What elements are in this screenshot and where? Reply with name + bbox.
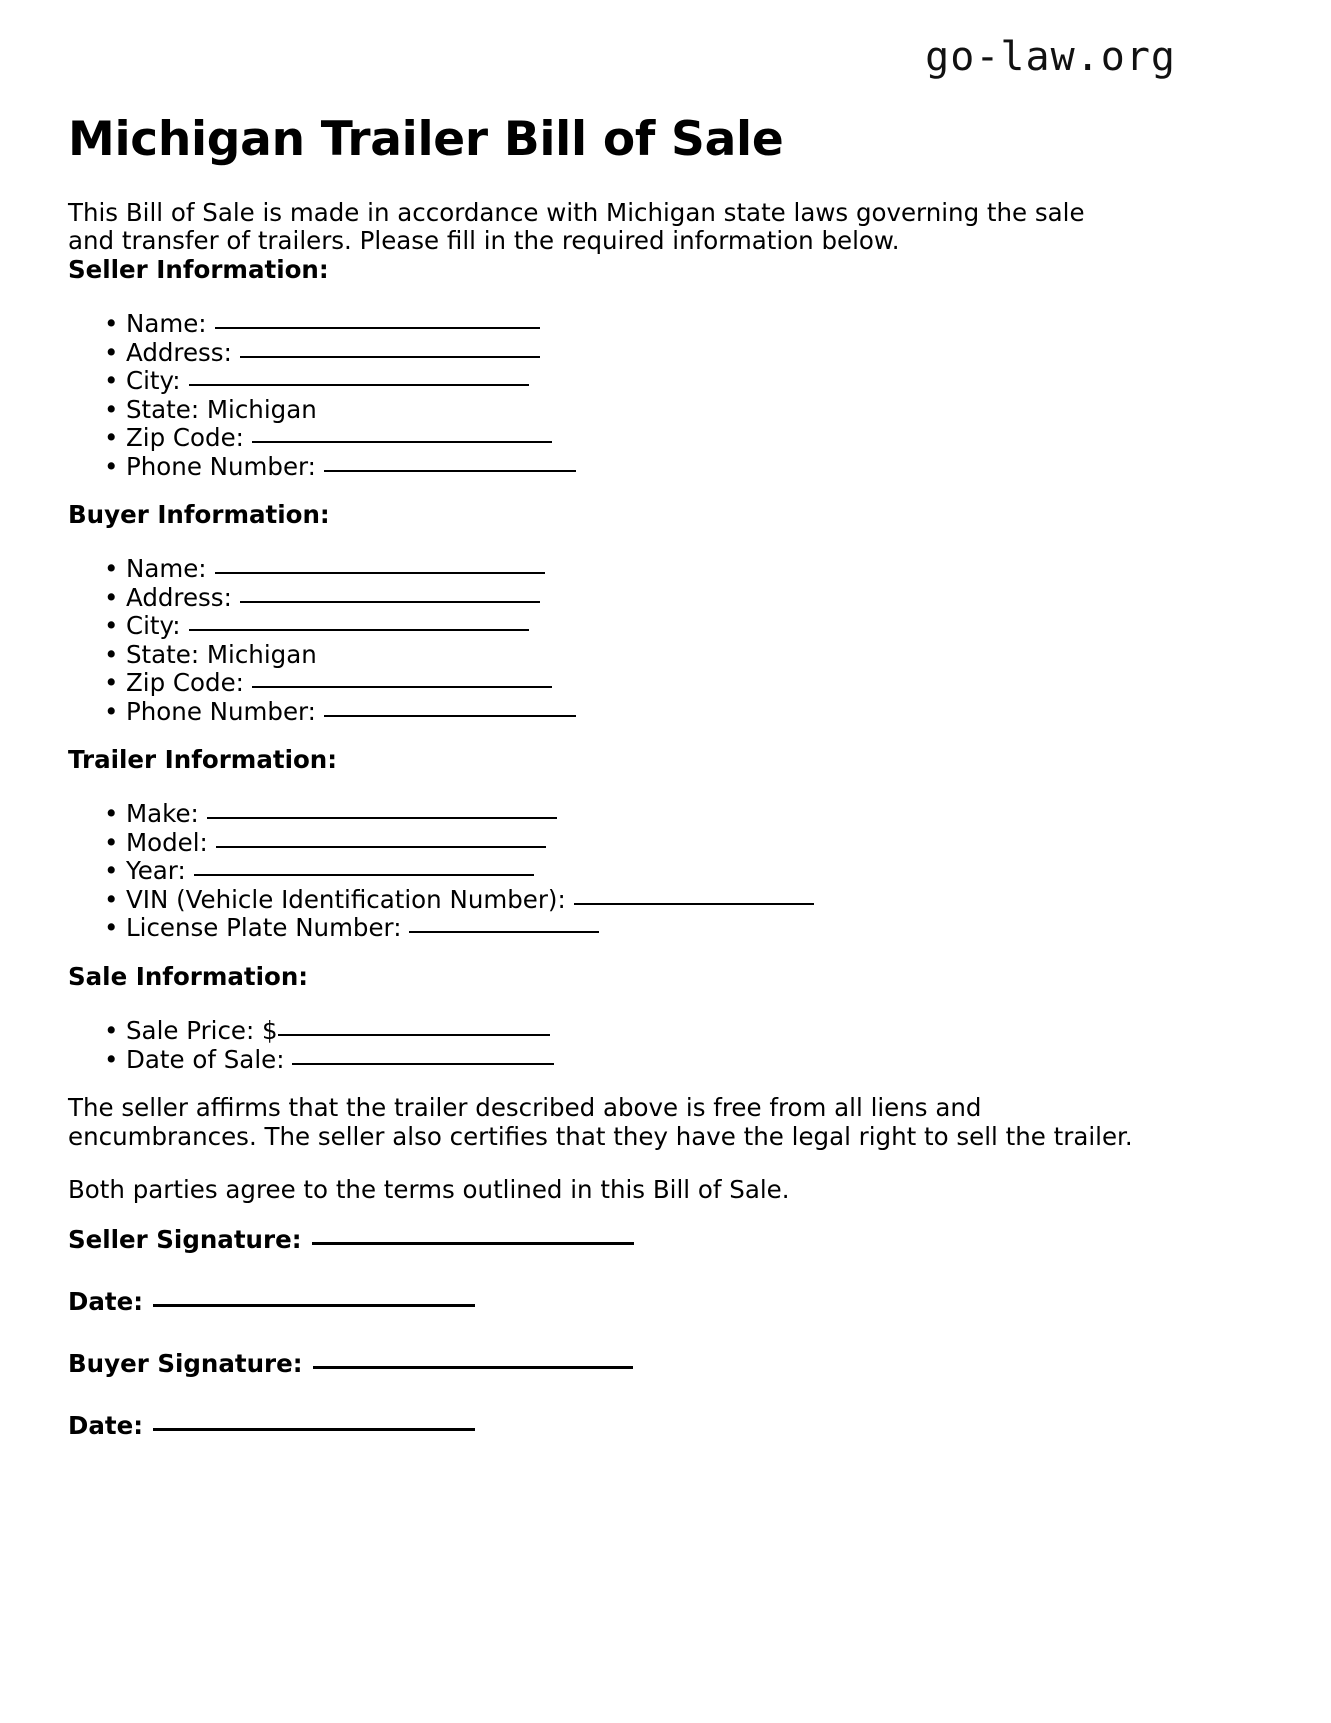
- affirmation-paragraph: The seller affirms that the trailer described above is free from all liens and encumbrances. The seller also certifies that they have the legal right to sell the trailer.: [68, 1093, 1133, 1151]
- signature-label: Buyer Signature:: [68, 1348, 303, 1378]
- field-label: Address:: [126, 582, 232, 612]
- buyer-heading: Buyer Information:: [68, 500, 330, 529]
- intro-paragraph: This Bill of Sale is made in accordance with Michigan state laws governing the sale and transfer of trailers. Please fill in the required information below.: [68, 197, 1085, 256]
- field-row: [68, 886, 1128, 915]
- field-row: [68, 453, 1128, 482]
- field-row: [68, 914, 1128, 943]
- fill-in-blank[interactable]: [189, 629, 529, 631]
- agreement-paragraph: Both parties agree to the terms outlined in this Bill of Sale.: [68, 1175, 790, 1204]
- seller-section: [68, 255, 1128, 481]
- fill-in-blank[interactable]: [324, 470, 576, 472]
- signature-label: Date:: [68, 1286, 143, 1316]
- fill-in-blank[interactable]: [240, 356, 540, 358]
- signature-blank[interactable]: [153, 1304, 475, 1307]
- fill-in-blank[interactable]: [189, 384, 529, 386]
- signature-row: [68, 1350, 1128, 1379]
- field-row: [68, 424, 1128, 453]
- signature-label: Seller Signature:: [68, 1225, 302, 1254]
- field-row: [68, 857, 1128, 886]
- fill-in-blank[interactable]: [194, 874, 534, 876]
- field-label: Make:: [126, 799, 199, 828]
- trailer-heading: Trailer Information:: [68, 745, 338, 774]
- field-row: [68, 1017, 1128, 1046]
- fill-in-blank[interactable]: [252, 441, 552, 443]
- seller-heading: Seller Information:: [68, 255, 329, 284]
- field-row: [68, 1046, 1128, 1075]
- field-row: [68, 584, 1128, 613]
- signature-label: Date:: [68, 1410, 143, 1440]
- field-label: VIN (Vehicle Identification Number):: [126, 884, 566, 914]
- buyer-section: [68, 500, 1128, 726]
- field-label: Sale Price: $: [126, 1016, 278, 1045]
- field-label: Zip Code:: [126, 668, 244, 698]
- field-label: City:: [126, 611, 181, 641]
- fill-in-blank[interactable]: [215, 572, 545, 574]
- field-label: State: Michigan: [126, 394, 317, 424]
- signature-block: [68, 1226, 1128, 1441]
- fill-in-blank[interactable]: [574, 903, 814, 905]
- field-label: Date of Sale:: [126, 1044, 285, 1074]
- field-row: [68, 641, 1128, 670]
- fill-in-blank[interactable]: [278, 1034, 550, 1036]
- field-row: [68, 800, 1128, 829]
- field-label: Name:: [126, 309, 207, 338]
- sale-field-list: [68, 1017, 1128, 1074]
- field-row: [68, 669, 1128, 698]
- signature-blank[interactable]: [153, 1428, 475, 1431]
- field-row: [68, 339, 1128, 368]
- field-label: Model:: [126, 827, 208, 857]
- field-row: [68, 829, 1128, 858]
- fill-in-blank[interactable]: [215, 327, 540, 329]
- field-label: State: Michigan: [126, 639, 317, 669]
- field-row: [68, 612, 1128, 641]
- fill-in-blank[interactable]: [292, 1063, 554, 1065]
- signature-blank[interactable]: [313, 1366, 633, 1369]
- field-row: [68, 310, 1128, 339]
- field-row: [68, 367, 1128, 396]
- buyer-field-list: [68, 555, 1128, 726]
- signature-row: [68, 1226, 1128, 1255]
- trailer-section: [68, 745, 1128, 943]
- fill-in-blank[interactable]: [216, 846, 546, 848]
- trailer-field-list: [68, 800, 1128, 943]
- field-label: Address:: [126, 337, 232, 367]
- signature-blank[interactable]: [312, 1242, 634, 1245]
- field-label: City:: [126, 366, 181, 396]
- field-row: [68, 396, 1128, 425]
- signature-row: [68, 1412, 1128, 1441]
- field-label: Phone Number:: [126, 696, 316, 726]
- fill-in-blank[interactable]: [207, 817, 557, 819]
- field-row: [68, 698, 1128, 727]
- fill-in-blank[interactable]: [324, 715, 576, 717]
- fill-in-blank[interactable]: [409, 931, 599, 933]
- field-row: [68, 555, 1128, 584]
- signature-row: [68, 1288, 1128, 1317]
- fill-in-blank[interactable]: [252, 686, 552, 688]
- field-label: Year:: [126, 856, 186, 886]
- field-label: Zip Code:: [126, 423, 244, 453]
- field-label: Phone Number:: [126, 451, 316, 481]
- field-label: Name:: [126, 554, 207, 583]
- site-logo: go-law.org: [925, 34, 1176, 80]
- sale-section: [68, 962, 1128, 1074]
- field-label: License Plate Number:: [126, 913, 402, 943]
- fill-in-blank[interactable]: [240, 601, 540, 603]
- page-title: Michigan Trailer Bill of Sale: [68, 112, 784, 168]
- sale-heading: Sale Information:: [68, 962, 309, 991]
- seller-field-list: [68, 310, 1128, 481]
